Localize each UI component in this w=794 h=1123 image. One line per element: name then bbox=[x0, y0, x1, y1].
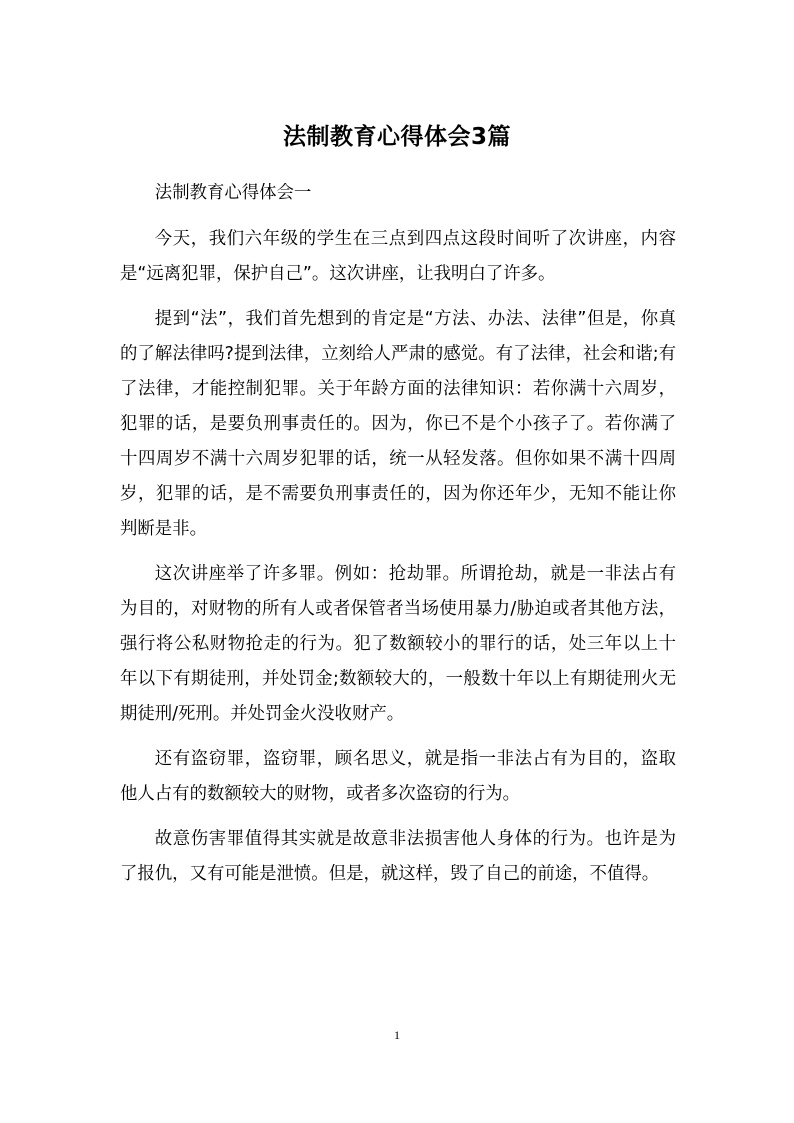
document-title: 法制教育心得体会3篇 bbox=[282, 124, 511, 150]
page-number: 1 bbox=[394, 1028, 400, 1042]
document-body bbox=[120, 176, 676, 902]
paragraph: 这次讲座举了许多罪。例如：抢劫罪。所谓抢劫，就是一非法占有为目的，对财物的所有人或者保管者当场使用暴力/胁迫或者其他方法，强行将公私财物抢走的行为。犯了数额较小的罪行的话，处三年以上十年以下有期徒刑，并处罚金;数额较大的，一般数十年以上有期徒刑火无期徒刑/死刑。并处罚金火没收财产。 bbox=[120, 564, 676, 724]
section-heading: 法制教育心得体会一 bbox=[154, 183, 312, 203]
paragraph: 提到“法”，我们首先想到的肯定是“方法、办法、法律”但是，你真的了解法律吗?提到法律，立刻给人严肃的感觉。有了法律，社会和谐;有了法律，才能控制犯罪。关于年龄方面的法律知识：若你满十六周岁，犯罪的话，是要负刑事责任的。因为，你已不是个小孩子了。若你满了十四周岁不满十六周岁犯罪的话，统一从轻发落。但你如果不满十四周岁，犯罪的话，是不需要负刑事责任的，因为你还年少，无知不能让你判断是非。 bbox=[120, 309, 676, 539]
paragraph: 故意伤害罪值得其实就是故意非法损害他人身体的行为。也许是为了报仇，又有可能是泄愤。但是，就这样，毁了自己的前途，不值得。 bbox=[120, 829, 676, 884]
paragraph: 今天，我们六年级的学生在三点到四点这段时间听了次讲座，内容是“远离犯罪，保护自己”。这次讲座，让我明白了许多。 bbox=[120, 229, 676, 284]
paragraph: 还有盗窃罪，盗窃罪，顾名思义，就是指一非法占有为目的，盗取他人占有的数额较大的财物，或者多次盗窃的行为。 bbox=[120, 749, 676, 804]
